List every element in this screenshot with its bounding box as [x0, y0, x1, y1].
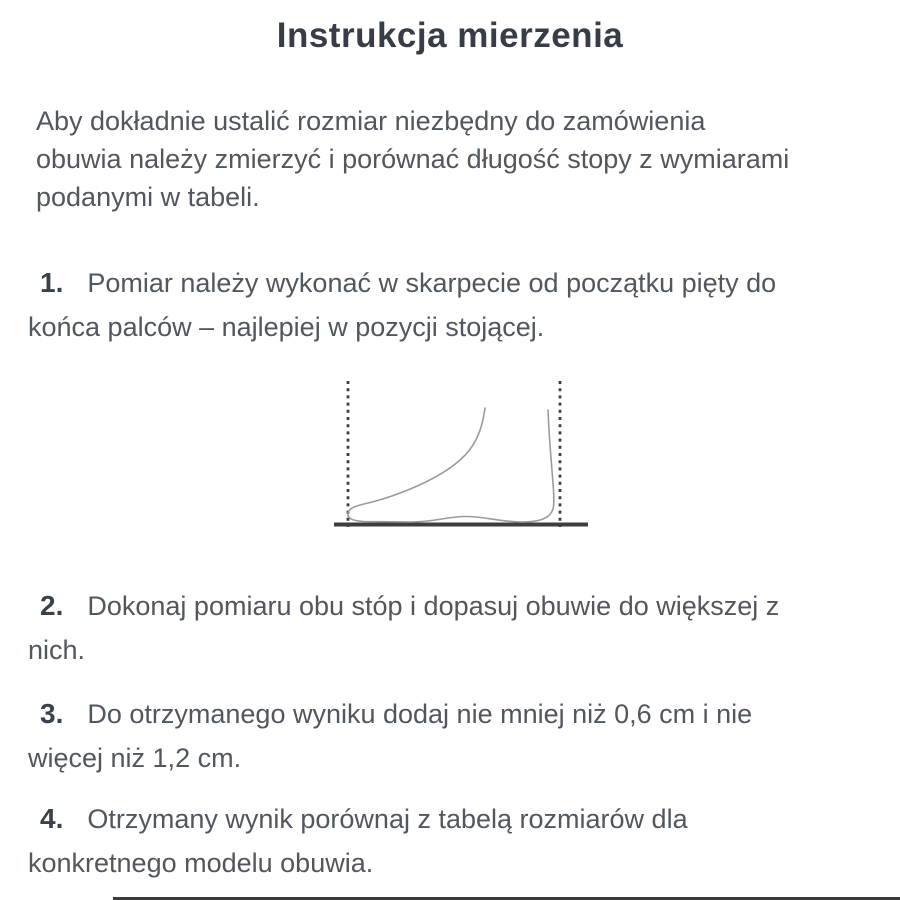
step-text: więcej niż 1,2 cm.: [28, 743, 242, 773]
step-item-2: [28, 584, 779, 672]
step-number: 3.: [40, 698, 64, 729]
step-text: Pomiar należy wykonać w skarpecie od początku pięty do: [87, 268, 777, 298]
intro-line: Aby dokładnie ustalić rozmiar niezbędny do zamówienia: [36, 106, 706, 136]
step-item-4: [28, 797, 688, 885]
step-text: konkretnego modelu obuwia.: [28, 848, 374, 878]
intro-line: podanymi w tabeli.: [36, 182, 260, 212]
intro-line: obuwia należy zmierzyć i porównać długość stopy z wymiarami: [36, 144, 790, 174]
step-item-1: [28, 261, 776, 349]
step-number: 4.: [40, 803, 64, 834]
intro-paragraph: [36, 102, 789, 216]
page-title: Instrukcja mierzenia: [276, 16, 624, 55]
step-text: Dokonaj pomiaru obu stóp i dopasuj obuwie do większej z: [87, 591, 780, 621]
step-number: 2.: [40, 590, 64, 621]
step-item-3: [28, 692, 752, 780]
foot-measurement-diagram: [316, 372, 596, 537]
step-text: Otrzymany wynik porównaj z tabelą rozmiarów dla: [87, 804, 688, 834]
step-text: nich.: [28, 635, 86, 665]
foot-outline: [348, 408, 554, 522]
step-number: 1.: [40, 267, 64, 298]
step-text: końca palców – najlepiej w pozycji stojącej.: [28, 312, 545, 342]
step-text: Do otrzymanego wyniku dodaj nie mniej niż 0,6 cm i nie: [87, 699, 753, 729]
